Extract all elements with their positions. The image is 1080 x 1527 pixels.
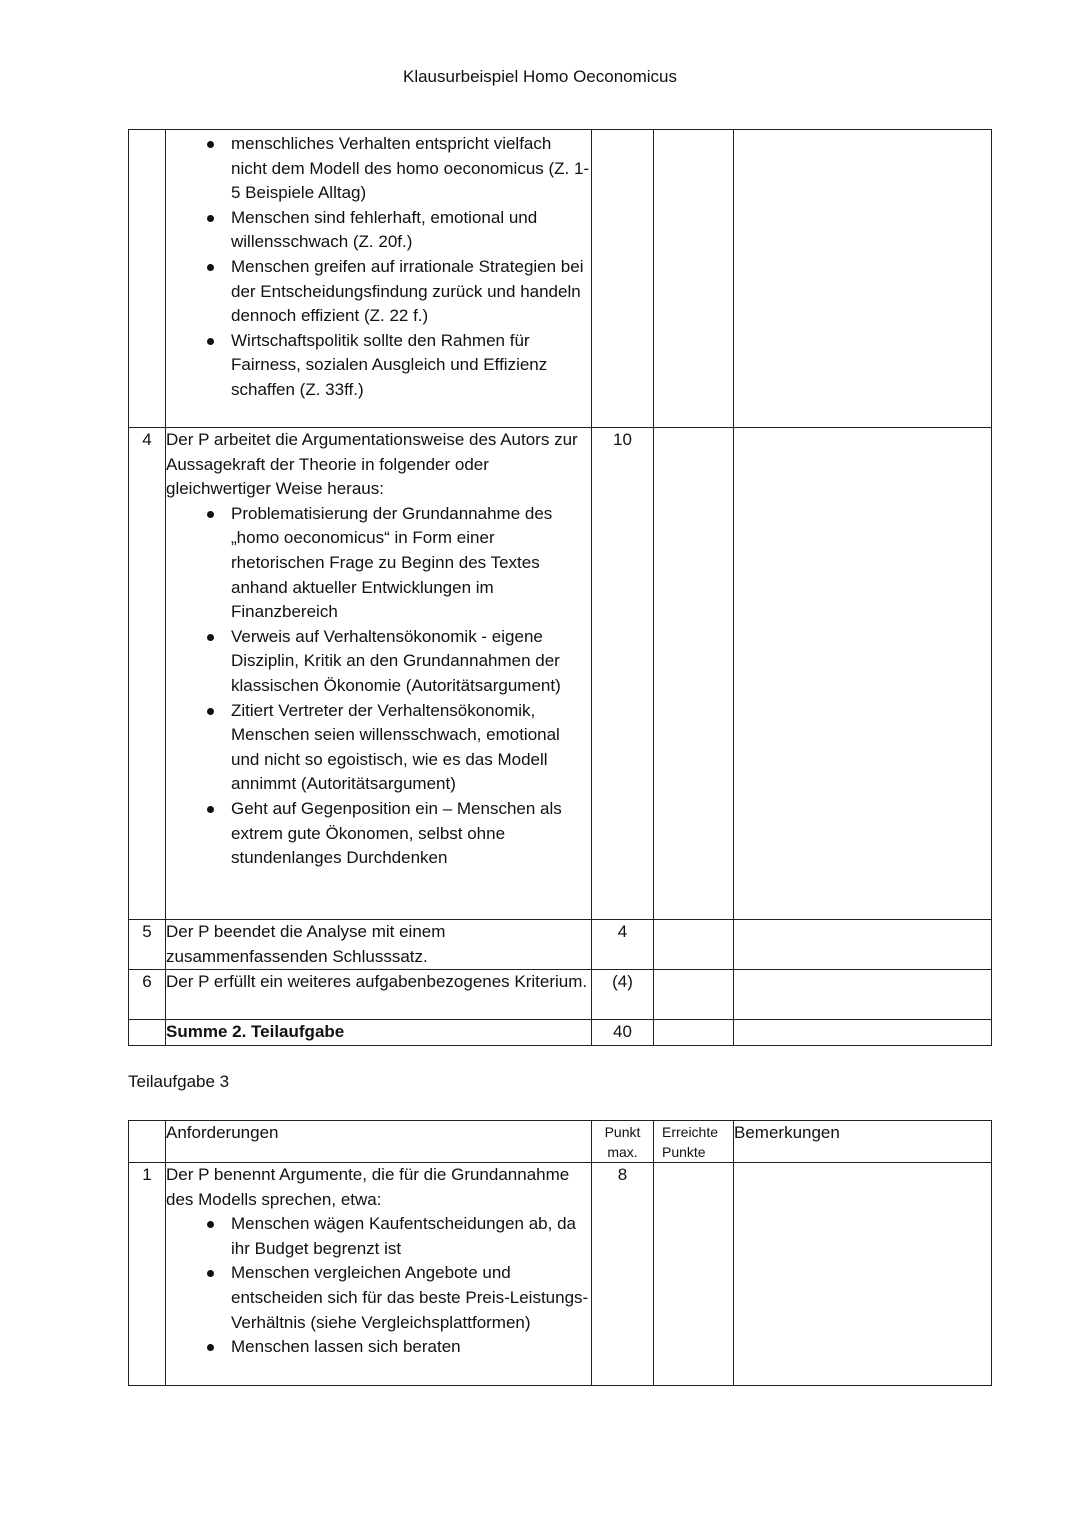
remarks-cell[interactable] — [734, 970, 992, 1020]
header-max-points-line1: Punkt — [604, 1124, 641, 1140]
max-points-cell — [592, 130, 654, 428]
remarks-cell[interactable] — [734, 1163, 992, 1386]
remarks-cell[interactable] — [734, 428, 992, 920]
list-item: Menschen wägen Kaufentscheidungen ab, da ihr Budget begrenzt ist — [166, 1212, 591, 1261]
table-row — [129, 970, 992, 1020]
row-number: 4 — [129, 428, 166, 920]
header-achieved-line1: Erreichte — [662, 1124, 719, 1140]
criteria-cell — [166, 130, 592, 428]
list-item: Menschen greifen auf irrationale Strategien bei der Entscheidungsfindung zurück und handeln dennoch effizient (Z. 22 f.) — [166, 255, 591, 329]
sum-points: 40 — [592, 1020, 654, 1046]
table-header-row — [129, 1121, 992, 1163]
criteria-intro: Der P arbeitet die Argumentationsweise des Autors zur Aussagekraft der Theorie in folgender oder gleichwertiger Weise heraus: — [166, 430, 578, 499]
section-heading: Teilaufgabe 3 — [128, 1072, 230, 1091]
header-remarks: Bemerkungen — [734, 1121, 992, 1163]
list-item: Menschen sind fehlerhaft, emotional und willensschwach (Z. 20f.) — [166, 206, 591, 255]
achieved-points-cell[interactable] — [654, 428, 734, 920]
list-item: Zitiert Vertreter der Verhaltensökonomik, Menschen seien willensschwach, emotional und nicht so egoistisch, wie es das Modell annimmt (Autoritätsargument) — [166, 699, 591, 797]
row-number: 1 — [129, 1163, 166, 1386]
page-title: Klausurbeispiel Homo Oeconomicus — [402, 67, 678, 86]
max-points-cell: 10 — [592, 428, 654, 920]
row-number: 6 — [129, 970, 166, 1020]
criteria-cell — [166, 428, 592, 920]
remarks-cell[interactable] — [734, 920, 992, 970]
sum-row — [129, 1020, 992, 1046]
list-item: Menschen vergleichen Angebote und entscheiden sich für das beste Preis-Leistungs-Verhältnis (siehe Vergleichsplattformen) — [166, 1261, 591, 1335]
table-row — [129, 130, 992, 428]
achieved-points-cell[interactable] — [654, 130, 734, 428]
criteria-intro: Der P benennt Argumente, die für die Grundannahme des Modells sprechen, etwa: — [166, 1165, 570, 1209]
criteria-cell — [166, 1163, 592, 1386]
max-points-cell: 4 — [592, 920, 654, 970]
grading-table-part2 — [128, 129, 992, 1046]
list-item: Geht auf Gegenposition ein – Menschen als extrem gute Ökonomen, selbst ohne stundenlanges Durchdenken — [166, 797, 591, 871]
row-number: 5 — [129, 920, 166, 970]
criteria-cell: Der P erfüllt ein weiteres aufgabenbezogenes Kriterium. — [166, 970, 592, 1020]
list-item: menschliches Verhalten entspricht vielfach nicht dem Modell des homo oeconomicus (Z. 1-5 Beispiele Alltag) — [166, 132, 591, 206]
criteria-cell: Der P beendet die Analyse mit einem zusammenfassenden Schlusssatz. — [166, 920, 592, 970]
grading-table-part3 — [128, 1120, 992, 1386]
sum-label: Summe 2. Teilaufgabe — [166, 1020, 592, 1046]
row-number — [129, 130, 166, 428]
header-max-points-line2: max. — [607, 1144, 638, 1160]
remarks-cell[interactable] — [734, 1020, 992, 1046]
achieved-points-cell[interactable] — [654, 970, 734, 1020]
header-max-points — [592, 1121, 654, 1163]
header-achieved-points — [654, 1121, 734, 1163]
header-requirements: Anforderungen — [166, 1121, 592, 1163]
table-row — [129, 920, 992, 970]
achieved-points-cell[interactable] — [654, 920, 734, 970]
max-points-cell: (4) — [592, 970, 654, 1020]
list-item: Problematisierung der Grundannahme des „homo oeconomicus“ in Form einer rhetorischen Frage zu Beginn des Textes anhand aktueller Entwicklungen im Finanzbereich — [166, 502, 591, 625]
header-achieved-line2: Punkte — [662, 1144, 706, 1160]
header-number — [129, 1121, 166, 1163]
max-points-cell: 8 — [592, 1163, 654, 1386]
list-item: Wirtschaftspolitik sollte den Rahmen für Fairness, sozialen Ausgleich und Effizienz schaffen (Z. 33ff.) — [166, 329, 591, 403]
row-number — [129, 1020, 166, 1046]
list-item: Menschen lassen sich beraten — [166, 1335, 591, 1360]
list-item: Verweis auf Verhaltensökonomik - eigene Disziplin, Kritik an den Grundannahmen der klassischen Ökonomie (Autoritätsargument) — [166, 625, 591, 699]
table-row — [129, 1163, 992, 1386]
achieved-points-cell[interactable] — [654, 1020, 734, 1046]
table-row — [129, 428, 992, 920]
achieved-points-cell[interactable] — [654, 1163, 734, 1386]
remarks-cell[interactable] — [734, 130, 992, 428]
